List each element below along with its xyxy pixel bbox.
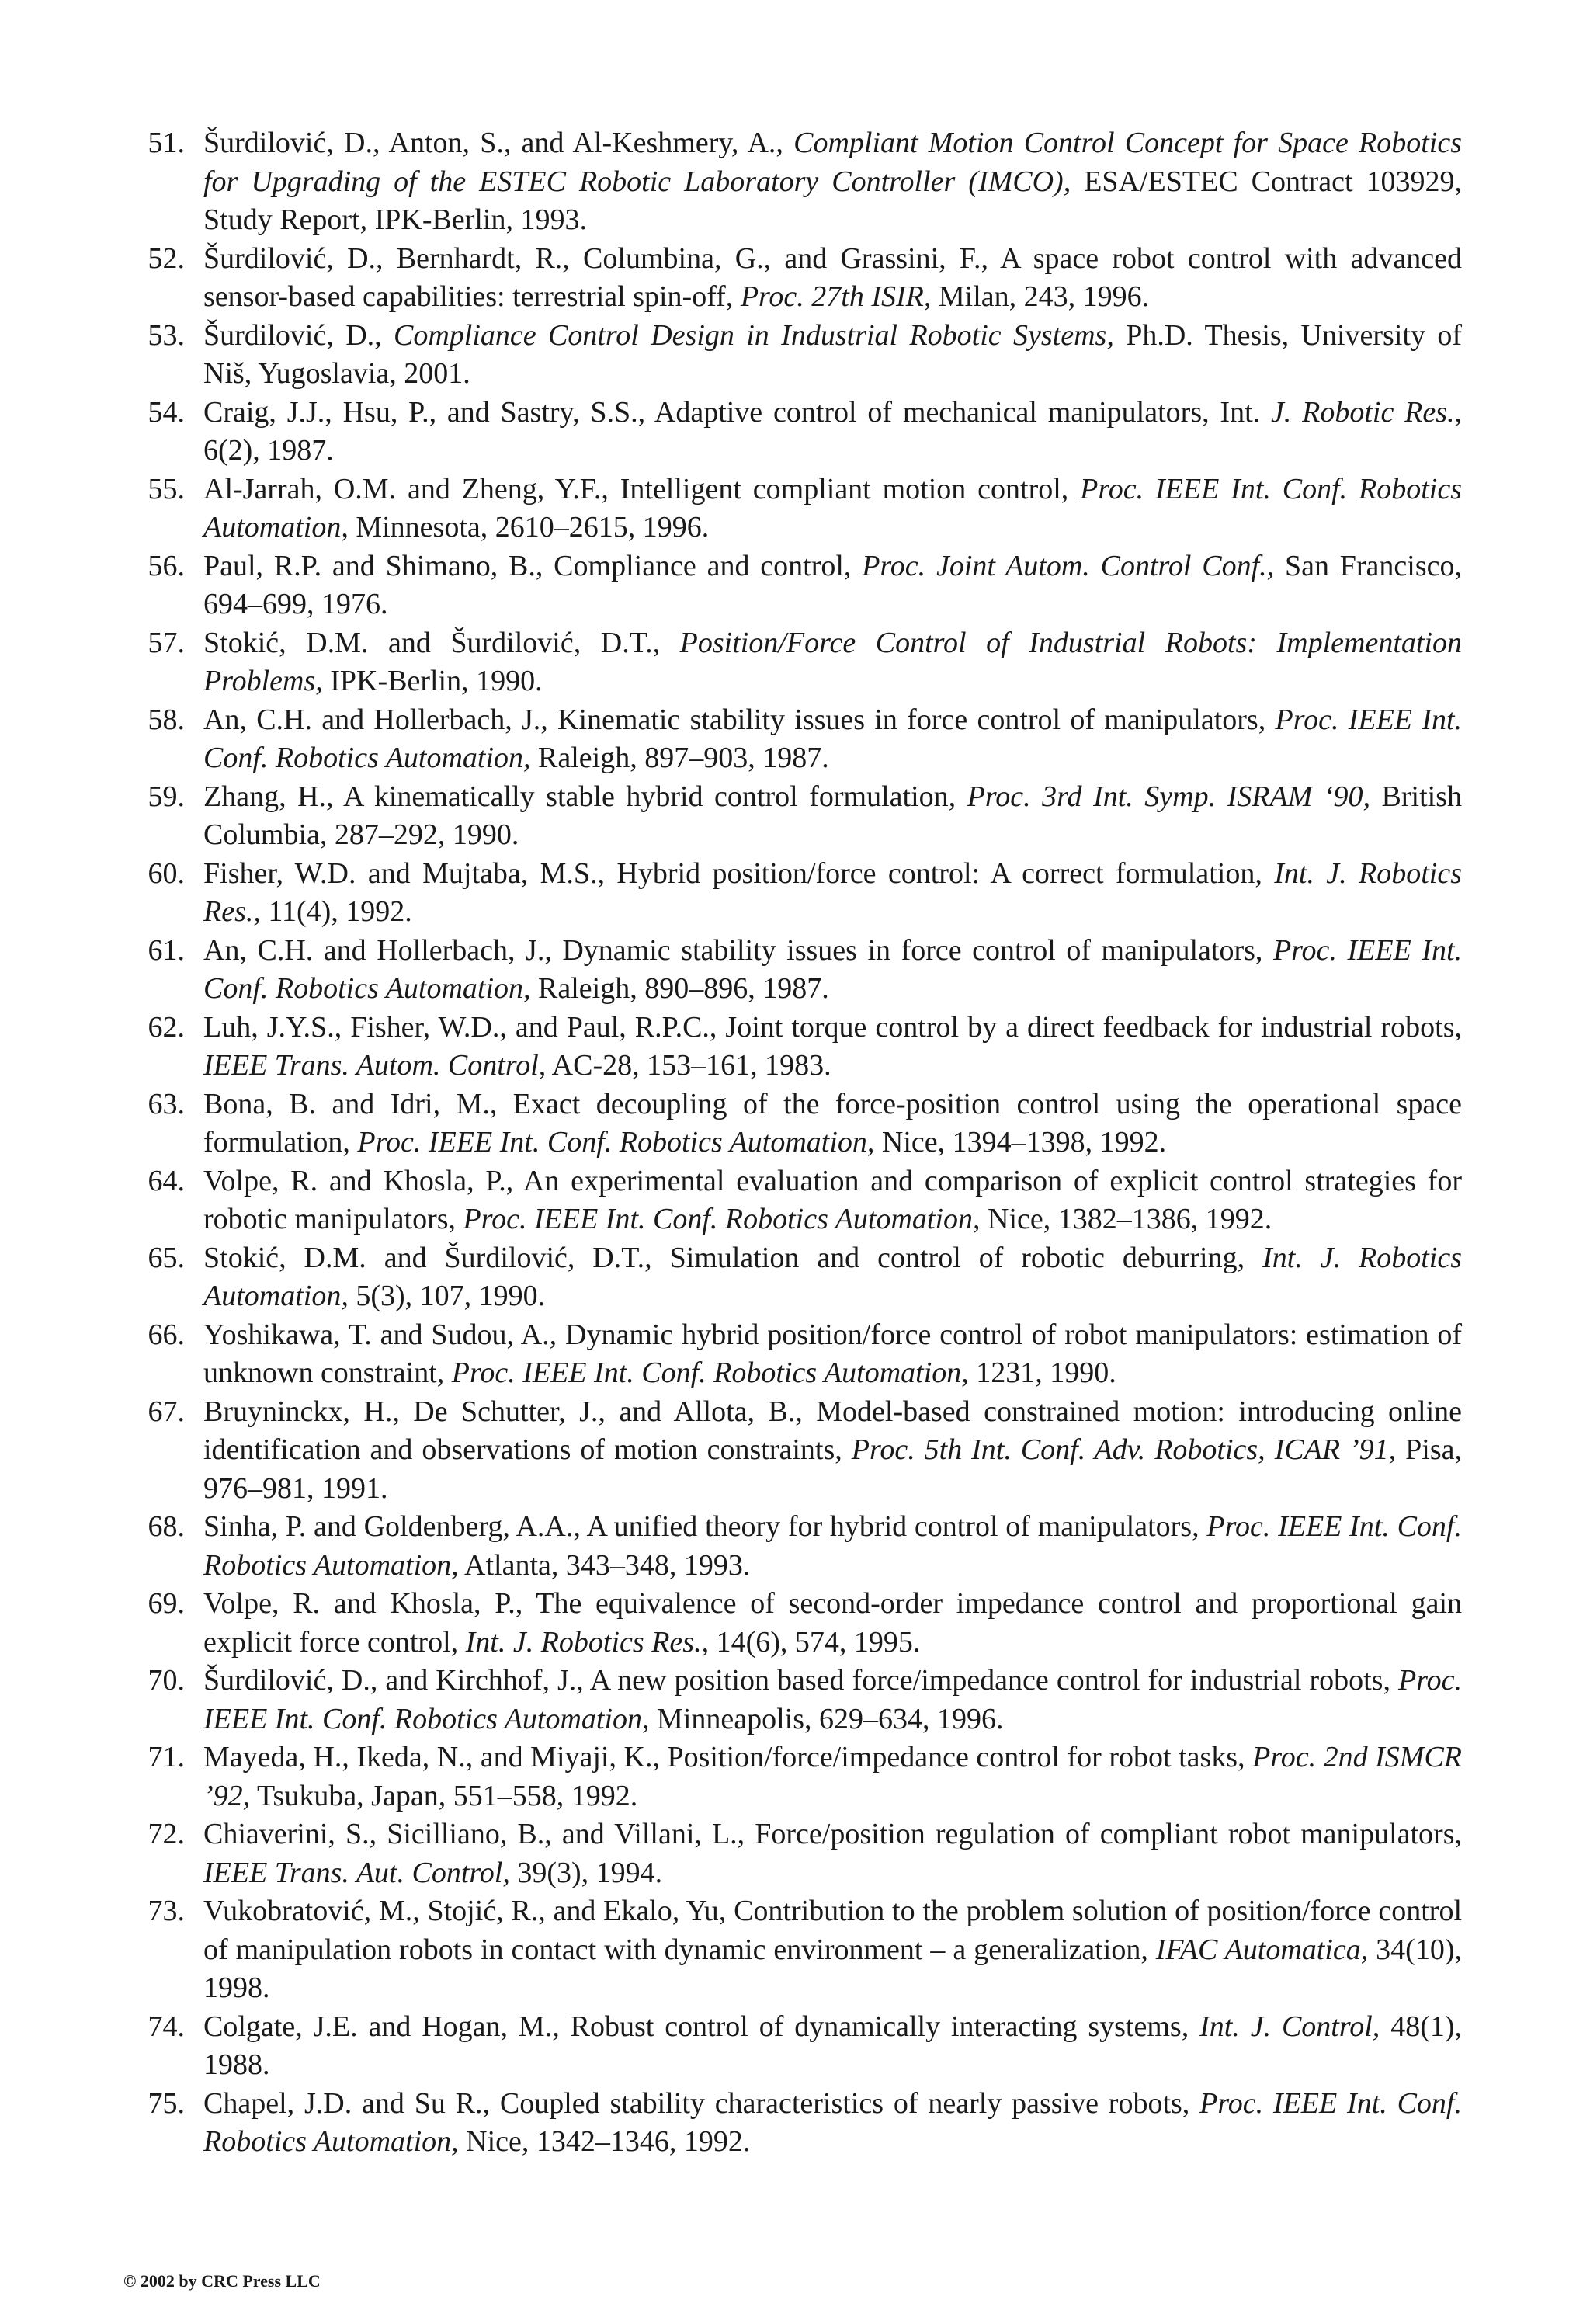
reference-text (203, 1318, 1462, 1390)
reference-text-segment: Nice, 1382–1386, 1992. (980, 1203, 1272, 1235)
reference-number: 60. (148, 856, 185, 890)
reference-number: 61. (148, 933, 185, 967)
reference-text-segment: Yoshikawa, T. and Sudou, A., Dynamic hybrid position/force control of robot manipulators: estimation of unknown constraint, (203, 1318, 1462, 1389)
reference-item (138, 471, 1462, 547)
reference-text (203, 857, 1462, 929)
reference-number: 52. (148, 241, 185, 275)
reference-text-segment: Chiaverini, S., Sicilliano, B., and Villani, L., Force/position regulation of compliant robot manipulators, (203, 1818, 1462, 1850)
reference-text-segment: Stokić, D.M. and Šurdilović, D.T., Simulation and control of robotic deburring, (203, 1241, 1263, 1274)
reference-text-segment: Tsukuba, Japan, 551–558, 1992. (250, 1779, 638, 1812)
reference-source-title: J. Robotic Res., (1270, 395, 1462, 429)
reference-item (138, 317, 1462, 394)
reference-text (203, 1165, 1462, 1236)
reference-text-segment: Al-Jarrah, O.M. and Zheng, Y.F., Intelligent compliant motion control, (203, 472, 1081, 505)
reference-source-title: Proc. 2nd ISMCR ’92, (203, 1741, 1463, 1812)
reference-text-segment: San Francisco, 694–699, 1976. (203, 549, 1462, 620)
reference-text-segment: Nice, 1342–1346, 1992. (458, 2125, 751, 2158)
reference-source-title: Position/Force Control of Industrial Robots: Implementation Problems, (203, 626, 1462, 697)
reference-text-segment: Sinha, P. and Goldenberg, A.A., A unified theory for hybrid control of manipulators, (203, 1510, 1207, 1543)
reference-number: 55. (148, 472, 185, 505)
reference-source-title: Proc. IEEE Int. Conf. Robotics Automation, (451, 1357, 969, 1389)
reference-text-segment: 5(3), 107, 1990. (348, 1280, 546, 1312)
reference-item (138, 1393, 1462, 1509)
reference-number: 56. (148, 549, 185, 582)
reference-text (203, 1818, 1462, 1889)
reference-source-title: IEEE Trans. Autom. Control, (203, 1049, 547, 1082)
reference-text-segment: An, C.H. and Hollerbach, J., Dynamic stability issues in force control of manipulators, (203, 933, 1273, 967)
reference-item (138, 932, 1462, 1009)
reference-number: 59. (148, 780, 185, 813)
reference-source-title: Proc. IEEE Int. Conf. Robotics Automation, (203, 472, 1462, 544)
reference-item (138, 394, 1462, 471)
reference-number: 58. (148, 703, 185, 736)
reference-text-segment: 11(4), 1992. (260, 895, 412, 928)
reference-text-segment: Šurdilović, D., (203, 318, 394, 352)
reference-text-segment: Volpe, R. and Khosla, P., An experimental evaluation and comparison of explicit control strategies for robotic manipulators, (203, 1164, 1462, 1235)
reference-text (203, 1587, 1462, 1659)
reference-text-segment: Craig, J.J., Hsu, P., and Sastry, S.S., Adaptive control of mechanical manipulators, Int. (203, 395, 1271, 429)
reference-text (203, 1242, 1462, 1313)
reference-source-title: IFAC Automatica, (1155, 1933, 1369, 1966)
reference-text-segment: An, C.H. and Hollerbach, J., Kinematic stability issues in force control of manipulators, (203, 703, 1276, 736)
reference-text-segment: AC-28, 153–161, 1983. (546, 1049, 831, 1082)
reference-number: 72. (148, 1818, 185, 1850)
reference-text (203, 703, 1462, 775)
reference-text-segment: Vukobratović, M., Stojić, R., and Ekalo, Yu, Contribution to the problem solution of position/force control of manipulation robots in contact with dynamic environment – a generalization, (203, 1895, 1462, 1966)
reference-source-title: Compliance Control Design in Industrial Robotic Systems, (394, 318, 1114, 352)
reference-item (138, 624, 1462, 701)
reference-source-title: Proc. 3rd Int. Symp. ISRAM ‘90, (967, 780, 1371, 813)
reference-source-title: Int. J. Control, (1199, 2010, 1380, 2043)
reference-text-segment: Stokić, D.M. and Šurdilović, D.T., (203, 626, 680, 659)
reference-text-segment: Volpe, R. and Khosla, P., The equivalence of second-order impedance control and proportional gain explicit force control, (203, 1587, 1462, 1659)
reference-text-segment: Mayeda, H., Ikeda, N., and Miyaji, K., Position/force/impedance control for robot tasks, (203, 1741, 1253, 1773)
reference-number: 62. (148, 1010, 185, 1044)
reference-item (138, 240, 1462, 317)
reference-text-segment: Fisher, W.D. and Mujtaba, M.S., Hybrid position/force control: A correct formulation, (203, 856, 1275, 890)
reference-text-segment: 34(10), 1998. (203, 1933, 1462, 2004)
reference-text (203, 242, 1462, 314)
reference-number: 66. (148, 1318, 185, 1351)
reference-item (138, 1316, 1462, 1393)
reference-number: 57. (148, 626, 185, 659)
reference-text-segment: 14(6), 574, 1995. (709, 1625, 921, 1659)
reference-source-title: Proc. IEEE Int. Conf. Robotics Automation, (203, 1664, 1462, 1735)
reference-text-segment: Bruyninckx, H., De Schutter, J., and Allota, B., Model-based constrained motion: introducing online identification and observations of motion constraints, (203, 1395, 1462, 1466)
reference-item (138, 1239, 1462, 1316)
reference-text-segment: Chapel, J.D. and Su R., Coupled stability characteristics of nearly passive robots, (203, 2086, 1200, 2120)
reference-text-segment: Nice, 1394–1398, 1992. (874, 1126, 1167, 1159)
reference-text (203, 1088, 1462, 1159)
reference-item (138, 2085, 1462, 2162)
reference-number: 73. (148, 1895, 185, 1927)
reference-text-segment: British Columbia, 287–292, 1990. (203, 780, 1462, 851)
reference-source-title: Proc. Joint Autom. Control Conf., (862, 549, 1275, 582)
reference-text-segment: 39(3), 1994. (509, 1856, 663, 1889)
reference-source-title: Proc. 27th ISIR, (740, 280, 932, 313)
reference-text (203, 627, 1462, 698)
reference-source-title: Int. J. Robotics Res., (203, 856, 1462, 928)
reference-item (138, 2008, 1462, 2085)
reference-source-title: Proc. IEEE Int. Conf. Robotics Automation, (203, 1510, 1462, 1582)
reference-source-title: Proc. IEEE Int. Conf. Robotics Automation, (203, 2086, 1462, 2158)
reference-number: 63. (148, 1087, 185, 1120)
reference-item (138, 547, 1462, 624)
reference-text (203, 2087, 1462, 2159)
reference-text (203, 127, 1462, 236)
reference-text-segment: Minnesota, 2610–2615, 1996. (348, 511, 710, 544)
reference-item (138, 778, 1462, 855)
reference-source-title: Int. J. Robotics Res., (465, 1625, 710, 1659)
reference-number: 68. (148, 1510, 185, 1543)
reference-item (138, 1009, 1462, 1086)
reference-number: 51. (148, 127, 185, 159)
reference-source-title: Proc. IEEE Int. Conf. Robotics Automation, (357, 1126, 875, 1159)
reference-source-title: Proc. 5th Int. Conf. Adv. Robotics, ICAR ’91, (851, 1433, 1397, 1466)
reference-text-segment: Raleigh, 897–903, 1987. (530, 742, 829, 774)
reference-text-segment: Pisa, 976–981, 1991. (203, 1433, 1462, 1505)
reference-item (138, 855, 1462, 932)
reference-number: 64. (148, 1164, 185, 1197)
reference-text-segment: Bona, B. and Idri, M., Exact decoupling of the force-position control using the operational space formulation, (203, 1087, 1462, 1159)
reference-text-segment: Minneapolis, 629–634, 1996. (649, 1702, 1004, 1735)
reference-text-segment: Milan, 243, 1996. (931, 280, 1150, 313)
reference-text-segment: 48(1), 1988. (203, 2010, 1462, 2081)
reference-text (203, 550, 1462, 621)
reference-text (203, 934, 1462, 1006)
reference-text (203, 2010, 1462, 2082)
reference-source-title: Proc. IEEE Int. Conf. Robotics Automation, (203, 703, 1462, 774)
reference-item (138, 1086, 1462, 1162)
reference-item (138, 1162, 1462, 1239)
reference-text (203, 1510, 1462, 1582)
reference-number: 71. (148, 1741, 185, 1773)
reference-number: 75. (148, 2086, 185, 2120)
reference-number: 67. (148, 1395, 185, 1428)
reference-source-title: Proc. IEEE Int. Conf. Robotics Automation, (203, 933, 1462, 1005)
reference-text-segment: Paul, R.P. and Shimano, B., Compliance and control, (203, 549, 863, 582)
reference-text (203, 1664, 1462, 1735)
reference-item (138, 1585, 1462, 1662)
reference-item (138, 1739, 1462, 1815)
reference-number: 54. (148, 395, 185, 429)
reference-text (203, 1895, 1462, 2004)
reference-text (203, 1011, 1462, 1082)
reference-item (138, 1662, 1462, 1739)
reference-source-title: Compliant Motion Control Concept for Space Robotics for Upgrading of the ESTEC Robotic Laboratory Controller (IMCO), (203, 127, 1462, 198)
reference-text-segment: Raleigh, 890–896, 1987. (530, 972, 829, 1005)
reference-item (138, 1892, 1462, 2008)
reference-source-title: Int. J. Robotics Automation, (203, 1241, 1463, 1312)
reference-number: 70. (148, 1664, 185, 1697)
reference-text-segment: Šurdilović, D., Anton, S., and Al-Keshmery, A., (203, 127, 794, 159)
reference-text (203, 473, 1462, 544)
reference-number: 53. (148, 318, 185, 352)
reference-list (138, 124, 1462, 2162)
copyright-footer: © 2002 by CRC Press LLC (123, 2271, 321, 2291)
reference-text (203, 319, 1462, 391)
reference-text-segment: Colgate, J.E. and Hogan, M., Robust control of dynamically interacting systems, (203, 2010, 1200, 2043)
reference-number: 74. (148, 2010, 185, 2043)
reference-number: 69. (148, 1587, 185, 1620)
reference-text-segment: Atlanta, 343–348, 1993. (458, 1548, 751, 1582)
reference-text-segment: 6(2), 1987. (203, 434, 334, 467)
reference-text (203, 1395, 1462, 1505)
reference-text-segment: Šurdilović, D., Bernhardt, R., Columbina, G., and Grassini, F., A space robot control with advanced sensor-based capabilities: terrestrial spin-off, (203, 241, 1462, 313)
reference-text (203, 396, 1462, 467)
reference-item (138, 124, 1462, 240)
reference-item (138, 701, 1462, 778)
reference-text-segment: ESA/ESTEC Contract 103929, Study Report, IPK-Berlin, 1993. (203, 165, 1462, 236)
reference-item (138, 1815, 1462, 1892)
reference-text-segment: IPK-Berlin, 1990. (322, 665, 543, 697)
reference-text-segment: Luh, J.Y.S., Fisher, W.D., and Paul, R.P.C., Joint torque control by a direct feedback for industrial robots, (203, 1010, 1462, 1044)
reference-text-segment: 1231, 1990. (968, 1357, 1116, 1389)
reference-number: 65. (148, 1241, 185, 1274)
reference-item (138, 1508, 1462, 1585)
reference-text-segment: Zhang, H., A kinematically stable hybrid control formulation, (203, 780, 967, 813)
reference-text (203, 1741, 1462, 1812)
reference-source-title: IEEE Trans. Aut. Control, (203, 1856, 510, 1889)
reference-source-title: Proc. IEEE Int. Conf. Robotics Automation, (463, 1203, 981, 1235)
reference-text-segment: Ph.D. Thesis, University of Niš, Yugoslavia, 2001. (203, 318, 1462, 390)
reference-text-segment: Šurdilović, D., and Kirchhof, J., A new position based force/impedance control for industrial robots, (203, 1664, 1399, 1697)
reference-text (203, 780, 1462, 852)
